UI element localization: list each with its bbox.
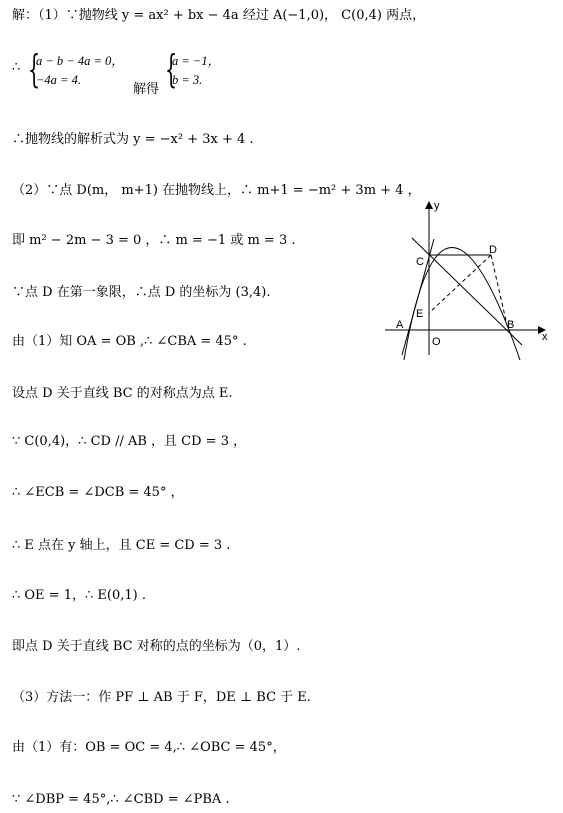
segment-db-dashed bbox=[491, 255, 507, 325]
line-13: 即点 D 关于直线 BC 对称的点的坐标为（0，1）. bbox=[12, 639, 301, 654]
system-1-eq-a: a − b − 4a = 0， bbox=[36, 54, 124, 68]
system-2-eq-b: b = 3. bbox=[172, 73, 203, 87]
line-11: ∴ E 点在 y 轴上，且 CE = CD = 3 . bbox=[12, 538, 231, 553]
therefore-symbol: ∴ bbox=[12, 60, 21, 75]
y-axis-arrow bbox=[425, 201, 433, 209]
left-brace-2: { bbox=[165, 47, 178, 91]
x-axis-label: x bbox=[542, 331, 548, 343]
line-5: 即 m² − 2m − 3 = 0 ，∴ m = −1 或 m = 3 . bbox=[12, 233, 296, 248]
line-9: ∵ C(0,4)，∴ CD // AB ，且 CD = 3 ， bbox=[12, 434, 247, 449]
line-16: ∵ ∠DBP = 45°,∴ ∠CBD = ∠PBA . bbox=[12, 792, 230, 807]
point-e-label: E bbox=[416, 308, 424, 320]
point-d-label: D bbox=[489, 244, 497, 256]
parabola-figure bbox=[380, 195, 563, 360]
point-b-label: B bbox=[507, 319, 515, 331]
system-2-eq-a: a = −1， bbox=[172, 54, 221, 68]
line-3: ∴抛物线的解析式为 y = −x² + 3x + 4 . bbox=[12, 132, 254, 147]
line-6: ∵点 D 在第一象限，∴点 D 的坐标为 (3,4). bbox=[12, 285, 271, 300]
system-1-eq-b: −4a = 4. bbox=[36, 73, 81, 87]
solve-word: 解得 bbox=[133, 82, 160, 97]
line-14: （3）方法一：作 PF ⊥ AB 于 F，DE ⊥ BC 于 E. bbox=[12, 690, 311, 705]
system-2 bbox=[172, 52, 220, 90]
line-7: 由（1）知 OA = OB ,∴ ∠CBA = 45° . bbox=[12, 334, 247, 349]
y-axis-label: y bbox=[434, 200, 440, 212]
line-8: 设点 D 关于直线 BC 的对称点为点 E. bbox=[12, 386, 233, 401]
line-10: ∴ ∠ECB = ∠DCB = 45° ， bbox=[12, 485, 184, 500]
left-brace-1: { bbox=[28, 47, 41, 91]
line-12: ∴ OE = 1，∴ E(0,1) . bbox=[12, 588, 146, 603]
system-1 bbox=[36, 52, 124, 90]
line-4: （2）∵点 D(m， m+1) 在抛物线上，∴ m+1 = −m² + 3m + 4 ， bbox=[12, 183, 421, 198]
line-1: 解：（1）∵抛物线 y = ax² + bx − 4a 经过 A(−1,0)， C(0,4) 两点， bbox=[12, 8, 426, 23]
line-15: 由（1）有：OB = OC = 4,∴ ∠OBC = 45°， bbox=[12, 740, 286, 755]
origin-label: O bbox=[432, 336, 441, 348]
point-a-label: A bbox=[396, 319, 404, 331]
point-c-label: C bbox=[416, 256, 424, 268]
